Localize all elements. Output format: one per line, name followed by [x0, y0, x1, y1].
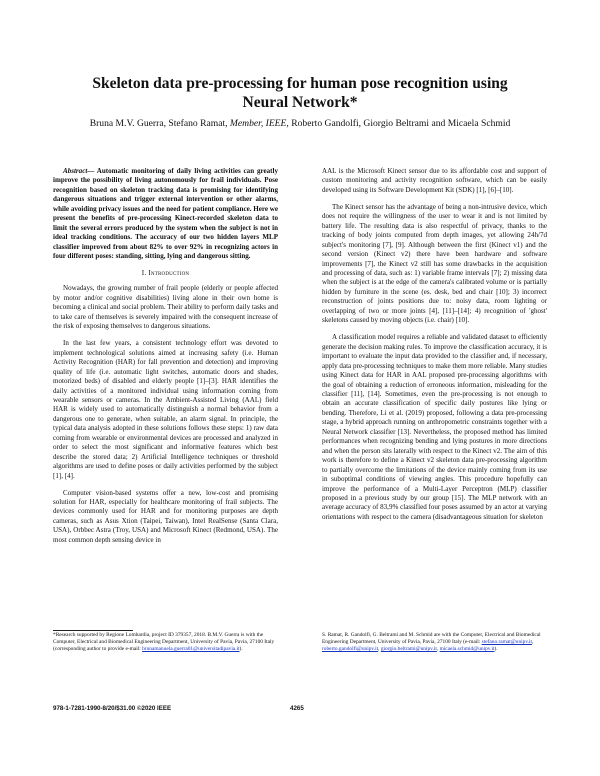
abstract-lead: Abstract — [63, 167, 88, 175]
section-numeral: I. — [141, 269, 147, 278]
footnote-separator: , — [532, 638, 534, 645]
footnote-text: *Research supported by Regione Lombardia, project ID 379357, 2018. B.M.V. Guerra is with the Computer, Electrical and Biomedical Engineering Department, University of Pavia, Pavia, 27100 Italy (corresponding author to provide e-mail: — [53, 632, 275, 652]
footnote-end: ). — [239, 645, 243, 652]
footnote-end: ). — [494, 645, 498, 652]
section-heading-introduction — [53, 269, 278, 278]
body-paragraph: The Kinect sensor has the advantage of being a non-intrusive device, which does not require the willingness of the user to wear it and is not limited by battery life. The resulting data is also respectful of privacy, thanks to the tracking of body joints computed from depth images, yet allowing 24h/7d subject's monitoring [7], [9]. Although between the first (Kinect v1) and the second version (Kinect v2) there have been hardware and software improvements [7], the Kinect v2 still has some drawbacks in the acquisition and processing of data, such as: 1) variable frame intervals [7]; 2) missing data when the subject is at the edge of the camera's calibrated volume or is partially hidden by furniture in the scene (es. desk, bed and chair [10]; 3) incorrect reconstruction of joints positions due to: noisy data, room lighting or overlapping of two or more joints [4], [11]–[14]; 4) recognition of 'ghost' skeletons caused by moving objects (i.e. chair) [10]. — [322, 202, 547, 325]
email-link[interactable]: giorgio.beltrami@unipv.it — [380, 645, 437, 652]
body-paragraph: AAL is the Microsoft Kinect sensor due to its affordable cost and support of custom monitoring and activity recognition software, which can be easily developed using its Software Development Kit (SDK) [1], [6]–[10]. — [322, 167, 547, 194]
body-paragraph: Nowadays, the growing number of frail people (elderly or people affected by motor and/or cognitive disabilities) living alone in their own home is becoming a clinical and social problem. Their ability to perform daily tasks and to take care of themselves is severely impaired with the consequent increase of the risk of exposing themselves to dangerous situations. — [53, 284, 278, 331]
body-paragraph: Computer vision-based systems offer a new, low-cost and promising solution for HAR, especially for healthcare monitoring of frail subjects. The devices commonly used for HAR and for monitoring purposes are depth cameras, such as Asus Xtion (Taipei, Taiwan), Intel RealSense (Santa Clara, USA), Orbbec Astra (Troy, USA) and Microsoft Kinect (Redmond, USA). The most common depth sensing device in — [53, 488, 278, 544]
email-link[interactable]: brunamanuela.guerra01@universitadipavia.it — [142, 645, 240, 652]
email-link[interactable]: micaela.schmid@unipv.it — [439, 645, 495, 652]
body-paragraph: In the last few years, a consistent technology effort was devoted to implement technological solutions aimed at increasing safety (i.e. Human Activity Recognition (HAR) for fall prevention and detection) and improving quality of life (i.e. automatic light switches, automatic doors and shades, motorized beds) of disabled and elderly people [1]–[3]. HAR identifies the daily activities of a monitored individual using information coming from wearable sensors or cameras. In the Ambient-Assisted Living (AAL) field HAR is widely used to automatically distinguish a normal behavior from a dangerous one to generate, when suitable, an alarm signal. In principle, the typical data analysis adopted in these solutions follows these steps: 1) raw data coming from wearable or environmental devices are processed and analyzed in order to select the most significant and informative features which best describe the stored data; 2) Artificial Intelligence techniques or threshold algorithms are used to define poses or daily activities performed by the subject [1], [4]. — [53, 339, 278, 480]
right-column — [322, 167, 547, 530]
email-link[interactable]: roberto.gandolfi@unipv.it — [322, 645, 379, 652]
author-names-b: , Roberto Gandolfi, Giorgio Beltrami and Micaela Schmid — [286, 118, 511, 129]
abstract — [53, 167, 278, 262]
paper-title: Skeleton data pre-processing for human pose recognition using Neural Network* — [92, 75, 508, 111]
footnote-separator: , — [436, 645, 440, 652]
isbn-copyright: 978-1-7281-1990-8/20/$31.00 ©2020 IEEE — [53, 705, 172, 712]
footnote-affiliations — [322, 632, 547, 653]
footnote-text: S. Ramat, R. Gandolfi, G. Beltrami and M. Schmid are with the Computer, Electrical and Biomedical Engineering Department, University of Pavia, Pavia, 27100 Italy (e-mail: — [322, 632, 541, 645]
author-names-a: Bruna M.V. Guerra, Stefano Ramat, — [89, 118, 230, 129]
footnote-divider — [53, 630, 133, 631]
email-link[interactable]: stefano.ramat@unipv.it — [481, 638, 533, 645]
abstract-text: — Automatic monitoring of daily living activities can greatly improve the possibility of living autonomously for frail individuals. Pose recognition based on skeleton tracking data is promising for identifying dangerous situations and trigger external intervention or other alarms, while avoiding privacy issues and the need for patient compliance. Here we present the benefits of pre-processing Kinect-recorded skeleton data to limit the several errors produced by the system when the subject is not in ideal tracking conditions. The accuracy of our two hidden layers MLP classifier improved from about 82% to over 92% in recognizing actors in four different poses: standing, sitting, lying and dangerous sitting. — [53, 167, 278, 261]
author-list — [70, 118, 530, 131]
author-membership: Member, IEEE — [229, 118, 287, 129]
page-number: 4265 — [290, 705, 304, 712]
body-paragraph: A classification model requires a reliable and validated dataset to efficiently generate the decision making rules. To improve the classification accuracy, it is important to evaluate the input data provided to the classifier and, if necessary, apply data pre-processing techniques to make them more reliable. Many studies using Kinect data for HAR in AAL proposed pre-processing algorithms with the goal of obtaining a reduction of erroneous information, misleading for the classifier [11], [14]. Sometimes, even the pre-processing is not enough to obtain an accurate classification of specific daily postures like lying or bending. Therefore, Li et al. (2019) proposed, following a data pre-processing stage, a hybrid approach running on anthropometric constraints together with a Neural Network classifier [13]. Nevertheless, the proposed method has limited performances when recognizing bending and lying postures in more directions and when the person sits laterally with respect to the Kinect v2. The aim of this work is therefore to define a Kinect v2 skeleton data pre-processing algorithm to partially overcome the limitations of the device mainly coming from its use in suboptimal conditions of viewing angles. This procedure hopefully can improve the performance of a Multi-Layer Perceptron (MLP) classifier proposed in a previous study by our group [15]. The MLP network with an average accuracy of 83,9% classified four poses assumed by an actor at varying orientations with respect to the camera (disadvantageous situation for skeleton — [322, 333, 547, 521]
section-title: Introduction — [148, 269, 190, 278]
footnote-funding — [53, 632, 278, 653]
footnote-separator: , — [378, 645, 381, 652]
left-column — [53, 167, 278, 553]
